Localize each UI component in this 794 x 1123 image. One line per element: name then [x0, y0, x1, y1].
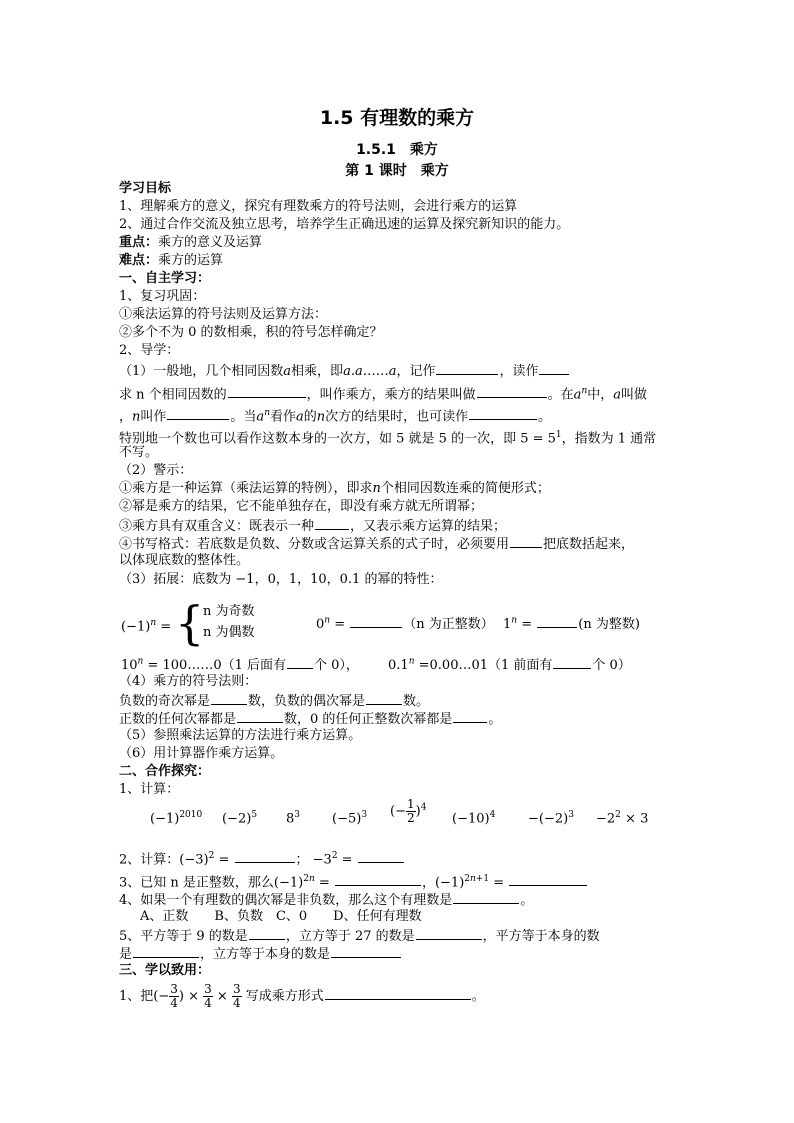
review-heading: 1、复习巩固： [119, 289, 206, 304]
guide-line-3: ，n叫作 。当$a^n$看作a的n次方的结果时，也可读作 。 [119, 408, 552, 425]
key-point [119, 234, 262, 252]
answer-blank[interactable] [510, 534, 542, 548]
guide-line-5: 不写。 [119, 445, 159, 460]
answer-blank[interactable] [335, 872, 421, 886]
guide-heading: 2、导学： [119, 343, 180, 358]
tenth-power: 0.1$^n$ =0.00…01（1 前面有 个 0） [388, 656, 631, 673]
sign-rule-heading: （4）乘方的符号法则： [119, 674, 258, 689]
even-case: n 为偶数 [203, 625, 255, 640]
warning-4: ④书写格式：若底数是负数、分数或含运算关系的式子时，必须要用 把底数括起来， [119, 534, 634, 554]
answer-blank[interactable] [331, 944, 401, 958]
guide-line-2: 求 n 个相同因数的 ，叫作乘方，乘方的结果叫做 。在$a^n$中，a叫做 [119, 386, 648, 403]
point-5: （5）参照乘法运算的方法进行乘方运算。 [119, 728, 362, 743]
warning-heading: （2）警示： [119, 463, 193, 478]
answer-blank[interactable] [477, 384, 547, 398]
calc-4-options: A、正数 B、负数 C、0 D、任何有理数 [140, 909, 422, 924]
answer-blank[interactable] [416, 926, 482, 940]
guide-line-1: （1）一般地，几个相同因数a相乘，即a.a……a，记作 ，读作 [119, 361, 570, 381]
page-title: 1.5 有理数的乘方 [319, 107, 475, 129]
expr-3: $8^3$ [286, 810, 301, 827]
answer-blank[interactable] [553, 655, 591, 669]
calc-5: 5、平方等于 9 的数是 ，立方等于 27 的数是 ，平方等于本身的数 [119, 926, 600, 946]
section-3-heading: 三、学以致用： [119, 963, 211, 978]
one-power: $1^n = (n$ 为整数) [503, 615, 640, 632]
ten-power: 10$^n$ = 100……0（1 后面有 个 0）， [121, 656, 359, 673]
answer-blank[interactable] [211, 691, 247, 705]
expr-4: $(-5)^3$ [332, 810, 368, 827]
goal-2: 2、通过合作交流及独立思考，培养学生正确迅速的运算及探究新知识的能力。 [119, 217, 570, 232]
calc-4: 4、如果一个有理数的偶次幂是非负数，那么这个有理数是 。 [119, 890, 533, 910]
answer-blank[interactable] [436, 361, 498, 375]
answer-blank[interactable] [358, 849, 404, 863]
calc-3: 3、已知 n 是正整数，那么$(-1)^{2n}$ = ，$(-1)^{2n+1}$ = [119, 870, 588, 892]
section-subtitle: 1.5.1 乘方 [356, 142, 438, 158]
guide-line-4: 特别地一个数也可以看作这数本身的一次方，如 5 就是 5 的一次，即 $5 = 5^1$，指数为 1 通常 [119, 430, 657, 447]
point-6: （6）用计算器作乘方运算。 [119, 746, 284, 761]
answer-blank[interactable] [469, 406, 537, 420]
answer-blank[interactable] [509, 872, 587, 886]
answer-blank[interactable] [237, 709, 283, 723]
review-q2: ②多个不为 0 的数相乘，积的符号怎样确定？ [119, 325, 383, 340]
section-1-heading: 一、自主学习： [119, 271, 211, 286]
section-2-heading: 二、合作探究： [119, 764, 211, 779]
answer-blank[interactable] [325, 986, 471, 1000]
answer-blank[interactable] [315, 516, 349, 530]
goal-1: 1、理解乘方的意义，探究有理数乘方的符号法则，会进行乘方的运算 [119, 199, 518, 214]
extension-heading: （3）拓展：底数为 −1，0，1，10，0.1 的幂的特性： [119, 572, 443, 587]
expr-2: $(-2)^5$ [222, 810, 258, 827]
answer-blank[interactable] [235, 849, 295, 863]
answer-blank[interactable] [133, 944, 199, 958]
expr-8: $-2^2 \times 3$ [596, 810, 649, 827]
zero-power: $0^n = (n$ 为正整数） [316, 615, 494, 632]
review-q1: ①乘法运算的符号法则及运算方法： [119, 307, 328, 322]
answer-blank[interactable] [287, 655, 313, 669]
warning-2: ②幂是乘方的结果，它不能单独存在，即没有乘方就无所谓幂； [119, 499, 484, 514]
sign-rule-1: 负数的奇次幂是 数，负数的偶次幂是 数。 [119, 691, 429, 711]
warning-1: ①乘方是一种运算（乘法运算的特例），即求n个相同因数连乘的简便形式； [119, 481, 550, 496]
expr-7: $-(-2)^3$ [528, 810, 574, 827]
warning-3: ③乘方具有双重含义：既表示一种 ，又表示乘方运算的结果； [119, 516, 506, 536]
answer-blank[interactable] [167, 406, 229, 420]
answer-blank[interactable] [453, 709, 487, 723]
answer-blank[interactable] [350, 614, 402, 628]
answer-blank[interactable] [249, 926, 285, 940]
diff-label: 难点： [119, 253, 159, 268]
warning-5: 以体现底数的整体性。 [119, 553, 250, 568]
answer-blank[interactable] [539, 361, 569, 375]
brace-icon: { [175, 596, 205, 650]
key-text: 乘方的意义及运算 [158, 235, 263, 250]
lesson-subtitle: 第 1 课时 乘方 [345, 163, 449, 179]
answer-blank[interactable] [228, 384, 306, 398]
key-label: 重点： [119, 235, 159, 250]
apply-1: 1、把(− $\frac{3}{4}$ ) × $\frac{3}{4}$ × $\frac{3}{4}$ 写成乘方形式 。 [119, 982, 485, 1010]
calc-1-heading: 1、计算： [119, 782, 180, 797]
goals-heading: 学习目标 [119, 181, 172, 196]
expr-6: $(-10)^4$ [452, 810, 496, 827]
calc-2: 2、计算：$(-3)^2$ = ； $-3^2$ = [119, 847, 405, 869]
difficulty [119, 252, 223, 270]
sign-rule-2: 正数的任何次幂都是 数，0 的任何正整数次幂都是 。 [119, 709, 501, 729]
answer-blank[interactable] [537, 614, 577, 628]
diff-text: 乘方的运算 [158, 253, 224, 268]
expr-1: $(-1)^{2010}$ [150, 810, 203, 827]
odd-case: n 为奇数 [203, 604, 255, 619]
neg-one-power: $(-1)^n$ = [121, 618, 172, 635]
expr-5: (− $\frac{1}{2}$ )$^4$ [390, 797, 427, 825]
answer-blank[interactable] [453, 890, 519, 904]
calc-6: 是 ，立方等于本身的数是 [119, 944, 402, 964]
answer-blank[interactable] [366, 691, 402, 705]
